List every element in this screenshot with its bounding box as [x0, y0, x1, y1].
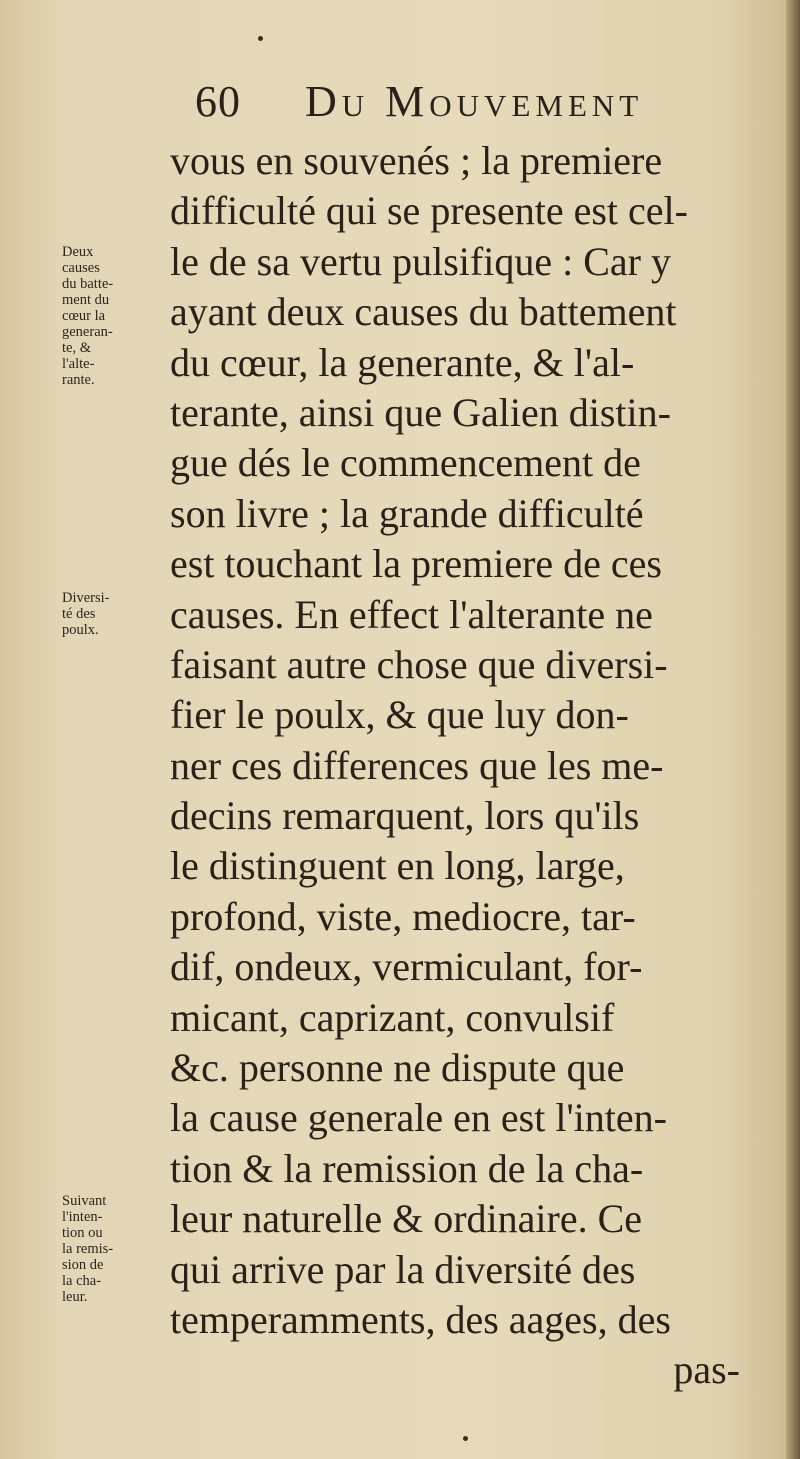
- margin-note-line: té des: [62, 606, 96, 622]
- margin-note-line: la remis-: [62, 1241, 114, 1257]
- margin-note-line: cœur la: [62, 308, 106, 324]
- text-line: fier le poulx, & que luy don-: [170, 692, 629, 738]
- margin-note-diversite: [62, 590, 162, 638]
- margin-note-line: poulx.: [62, 622, 99, 638]
- margin-note-line: rante.: [62, 372, 95, 388]
- main-text-block: [170, 136, 770, 1396]
- margin-note-line: Suivant: [62, 1193, 107, 1209]
- text-line: vous en souvenés ; la premiere: [170, 138, 663, 183]
- margin-note-line: Diversi-: [62, 590, 110, 606]
- text-line: leur naturelle & ordinaire. Ce: [170, 1196, 643, 1242]
- running-head: Du Mouvement: [305, 77, 644, 126]
- text-line: difficulté qui se presente est cel-: [170, 188, 688, 234]
- text-line: le de sa vertu pulsifique : Car y: [170, 238, 671, 284]
- text-line: qui arrive par la diversité des: [170, 1246, 636, 1292]
- ink-speck: [258, 36, 263, 41]
- text-line: temperamments, des aages, des: [170, 1296, 671, 1342]
- text-line: tion & la remission de la cha-: [170, 1145, 644, 1191]
- text-line: decins remarquent, lors qu'ils: [170, 793, 640, 839]
- margin-note-suivant: [62, 1193, 162, 1305]
- margin-note-causes: [62, 244, 162, 388]
- text-line: est touchant la premiere de ces: [170, 541, 662, 587]
- text-line: dif, ondeux, vermiculant, for-: [170, 944, 643, 990]
- margin-note-line: sion de: [62, 1257, 104, 1273]
- text-line: ner ces differences que les me-: [170, 742, 664, 788]
- text-line: gue dés le commencement de: [170, 440, 641, 486]
- text-line: terante, ainsi que Galien distin-: [170, 389, 671, 435]
- margin-note-line: ment du: [62, 292, 110, 308]
- ink-speck: [463, 1436, 468, 1441]
- margin-note-line: leur.: [62, 1289, 88, 1305]
- margin-note-line: l'alte-: [62, 356, 95, 372]
- margin-note-line: Deux: [62, 244, 94, 260]
- text-line: causes. En effect l'alterante ne: [170, 591, 653, 637]
- margin-note-line: l'inten-: [62, 1209, 103, 1225]
- margin-note-line: te, &: [62, 340, 91, 356]
- margin-note-line: la cha-: [62, 1273, 102, 1289]
- catchword: pas-: [673, 1347, 740, 1393]
- text-line: &c. personne ne dispute que: [170, 1045, 625, 1091]
- text-line: la cause generale en est l'inten-: [170, 1095, 667, 1141]
- text-line: faisant autre chose que diversi-: [170, 641, 668, 687]
- text-line: son livre ; la grande difficulté: [170, 490, 644, 536]
- text-line: micant, caprizant, convulsif: [170, 994, 615, 1040]
- book-spine-edge: [786, 0, 800, 1459]
- margin-note-line: tion ou: [62, 1225, 103, 1241]
- margin-note-line: du batte-: [62, 276, 114, 292]
- text-line: du cœur, la generante, & l'al-: [170, 339, 635, 385]
- margin-note-line: generan-: [62, 324, 113, 340]
- margin-note-line: causes: [62, 260, 100, 276]
- text-line: profond, viste, mediocre, tar-: [170, 893, 636, 939]
- text-line: le distinguent en long, large,: [170, 843, 625, 889]
- page-header: [195, 76, 755, 136]
- text-line: ayant deux causes du battement: [170, 289, 677, 335]
- page-number: 60: [195, 77, 241, 126]
